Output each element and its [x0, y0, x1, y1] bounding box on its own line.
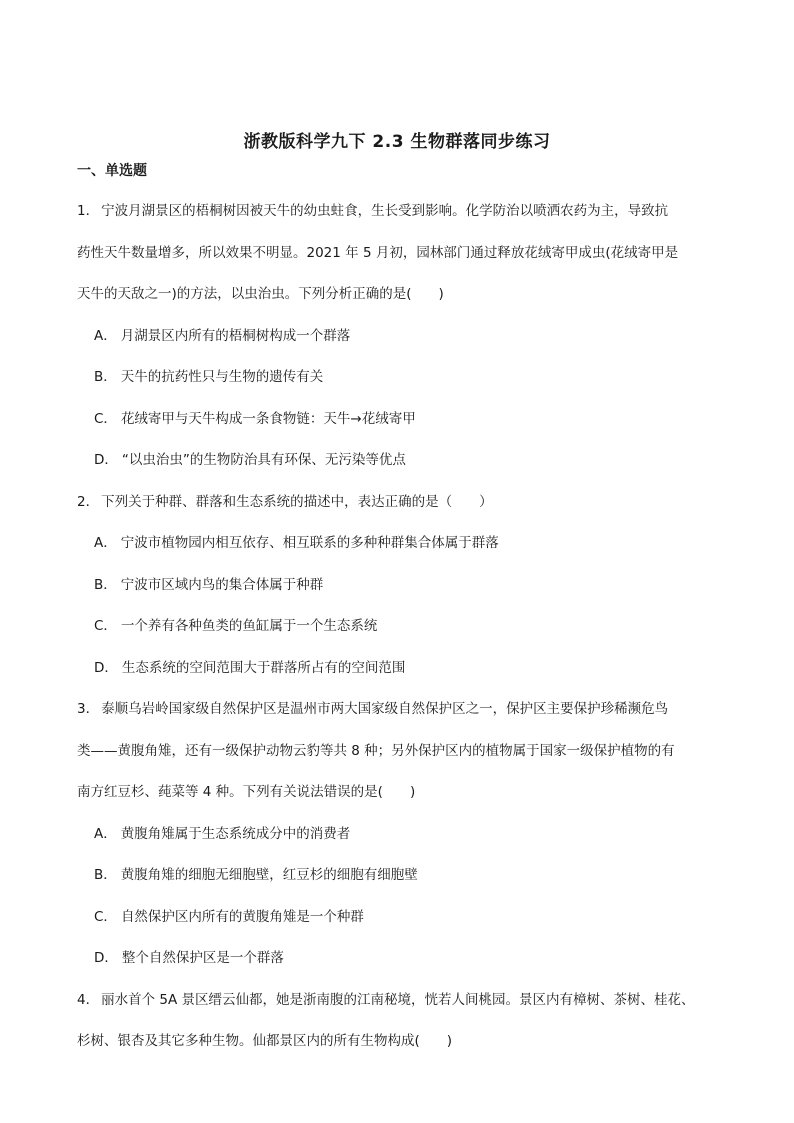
option-text: 月湖景区内所有的梧桐树构成一个群落: [120, 327, 351, 344]
answer-option: [77, 855, 722, 897]
option-text: 宁波市植物园内相互依存、相互联系的多种种群集合体属于群落: [120, 535, 499, 551]
question-1: [77, 191, 722, 482]
question-stem-line: [77, 482, 722, 524]
option-text: 生态系统的空间范围大于群落所占有的空间范围: [121, 659, 406, 676]
document-title: 浙教版科学九下 2.3 生物群落同步练习: [243, 132, 551, 152]
question-stem-text: 药性天牛数量增多，所以效果不明显。2021 年 5 月初，园林部门通过释放花绒寄甲成虫(花绒寄甲是: [77, 244, 679, 261]
question-4: [77, 980, 722, 1063]
answer-option: [77, 399, 722, 441]
option-letter: C．: [94, 618, 117, 634]
option-text: 自然保护区内所有的黄腹角雉是一个种群: [120, 908, 364, 925]
option-letter: C．: [94, 410, 117, 427]
option-text: 一个养有各种鱼类的鱼缸属于一个生态系统: [120, 618, 378, 634]
question-stem-line: [77, 731, 722, 773]
option-letter: B．: [94, 867, 117, 883]
option-text: 天牛的抗药性只与生物的遗传有关: [120, 369, 324, 385]
question-stem-line: [77, 689, 722, 731]
option-letter: B．: [94, 369, 117, 385]
section-heading: 一、单选题: [77, 163, 147, 179]
answer-option: [77, 648, 722, 690]
option-text: “以虫治虫”的生物防治具有环保、无污染等优点: [121, 452, 406, 468]
question-stem-text: 南方红豆杉、莼菜等 4 种。下列有关说法错误的是( ): [77, 784, 416, 800]
question-number: 1．: [77, 203, 100, 219]
question-stem-line: [77, 772, 722, 814]
option-letter: D．: [94, 950, 118, 966]
answer-option: [77, 606, 722, 648]
question-stem-text: 杉树、银杏及其它多种生物。仙都景区内的所有生物构成( ): [77, 1033, 453, 1049]
option-text: 黄腹角雉属于生态系统成分中的消费者: [120, 825, 351, 842]
question-2: [77, 482, 722, 690]
question-stem-line: [77, 980, 722, 1022]
option-letter: A．: [94, 535, 117, 551]
question-stem-line: [77, 233, 722, 275]
answer-option: [77, 316, 722, 358]
option-letter: D．: [94, 659, 118, 676]
question-number: 4．: [77, 991, 100, 1008]
question-list: [77, 191, 722, 1063]
question-stem-text: 丽水首个 5A 景区缙云仙都，她是浙南腹的江南秘境，恍若人间桃园。景区内有樟树、茶树、桂花、: [101, 991, 695, 1008]
question-number: 2．: [77, 493, 100, 510]
question-stem-text: 类——黄腹角雉，还有一级保护动物云豹等共 8 种；另外保护区内的植物属于国家一级保护植物的有: [77, 742, 675, 759]
option-letter: B．: [94, 576, 117, 593]
option-letter: A．: [94, 327, 117, 344]
question-stem-text: 下列关于种群、群落和生态系统的描述中，表达正确的是（ ）: [101, 493, 493, 510]
answer-option: [77, 523, 722, 565]
option-letter: A．: [94, 825, 117, 842]
answer-option: [77, 897, 722, 939]
question-stem-line: [77, 191, 722, 233]
question-stem-text: 天牛的天敌之一)的方法，以虫治虫。下列分析正确的是( ): [77, 286, 444, 302]
answer-option: [77, 814, 722, 856]
question-stem-text: 泰顺乌岩岭国家级自然保护区是温州市两大国家级自然保护区之一，保护区主要保护珍稀濒危鸟: [101, 701, 669, 717]
option-text: 花绒寄甲与天牛构成一条食物链：天牛→花绒寄甲: [120, 410, 416, 427]
question-stem-line: [77, 1021, 722, 1063]
answer-option: [77, 440, 722, 482]
question-stem-text: 宁波月湖景区的梧桐树因被天牛的幼虫蛀食，生长受到影响。化学防治以喷洒农药为主，导致抗: [101, 203, 669, 219]
option-letter: D．: [94, 452, 118, 468]
option-text: 整个自然保护区是一个群落: [121, 950, 284, 966]
answer-option: [77, 565, 722, 607]
answer-option: [77, 357, 722, 399]
option-letter: C．: [94, 908, 117, 925]
answer-option: [77, 938, 722, 980]
question-3: [77, 689, 722, 980]
option-text: 黄腹角雉的细胞无细胞壁，红豆杉的细胞有细胞壁: [120, 867, 418, 883]
question-stem-line: [77, 274, 722, 316]
option-text: 宁波市区域内鸟的集合体属于种群: [120, 576, 324, 593]
question-number: 3．: [77, 701, 100, 717]
